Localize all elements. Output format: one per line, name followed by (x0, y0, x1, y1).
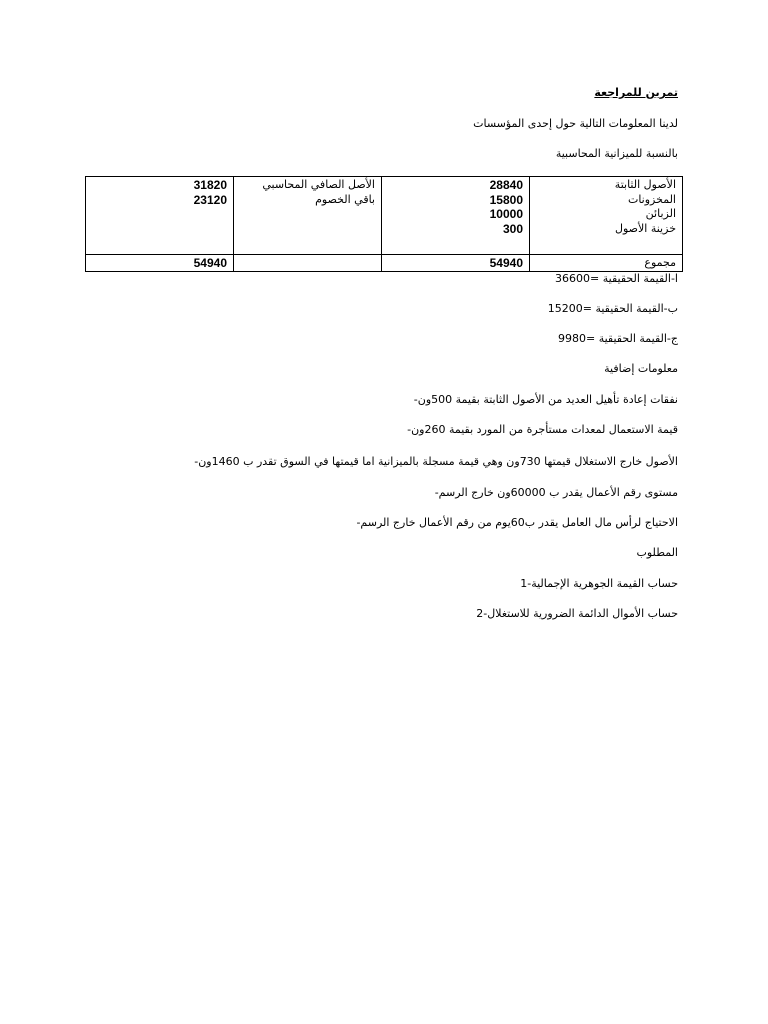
exercise-title: تمرين للمراجعة (594, 86, 678, 99)
liability-value: 23120 (193, 192, 227, 207)
liability-label: الأصل الصافي المحاسبي (262, 178, 375, 191)
asset-label: خزينة الأصول (615, 221, 676, 235)
required-heading: المطلوب (636, 546, 678, 559)
assets-values (382, 177, 530, 255)
value-line-b: ب-القيمة الحقيقية =15200 (547, 302, 678, 315)
table-row (86, 177, 683, 255)
liabilities-labels (234, 177, 382, 255)
asset-value: 10000 (489, 207, 523, 221)
info-line: الأصول خارج الاستغلال قيمتها 730ون وهي قيمة مسجلة بالميزانية اما قيمتها في السوق تقدر ب 1460ون- (194, 455, 678, 468)
liability-label: باقي الخصوم (315, 192, 375, 206)
asset-value: 15800 (489, 192, 523, 207)
value-line-c: ج-القيمة الحقيقية =9980 (557, 332, 678, 345)
balance-sheet-table (85, 176, 683, 272)
subheading: بالنسبة للميزانية المحاسبية (555, 147, 678, 160)
asset-value: 300 (502, 221, 523, 236)
liability-value: 31820 (193, 178, 227, 192)
info-line: قيمة الاستعمال لمعدات مستأجرة من المورد بقيمة 260ون- (407, 423, 678, 436)
assets-labels (530, 177, 683, 255)
total-label: مجموع (530, 255, 683, 272)
total-liabilities: 54940 (86, 255, 234, 272)
info-line: الاحتياج لرأس مال العامل يقدر ب60يوم من رقم الأعمال خارج الرسم- (356, 516, 678, 529)
required-item: حساب الأموال الدائمة الضرورية للاستغلال-2 (476, 607, 678, 620)
total-assets: 54940 (382, 255, 530, 272)
asset-label: المخزونات (627, 192, 676, 206)
info-heading: معلومات إضافية (604, 362, 678, 375)
info-line: مستوى رقم الأعمال يقدر ب 60000ون خارج الرسم- (434, 486, 678, 499)
asset-label: الزبائن (645, 207, 676, 220)
total-row (86, 255, 683, 272)
asset-value: 28840 (489, 178, 523, 192)
liabilities-values (86, 177, 234, 255)
intro-text: لدينا المعلومات التالية حول إحدى المؤسسات (473, 117, 678, 130)
value-line-a: ا-القيمة الحقيقية =36600 (555, 272, 678, 285)
required-item: حساب القيمة الجوهرية الإجمالية-1 (520, 577, 678, 590)
empty-cell (234, 255, 382, 272)
info-line: نفقات إعادة تأهيل العديد من الأصول الثابتة بقيمة 500ون- (413, 393, 678, 406)
asset-label: الأصول الثابتة (614, 178, 676, 191)
